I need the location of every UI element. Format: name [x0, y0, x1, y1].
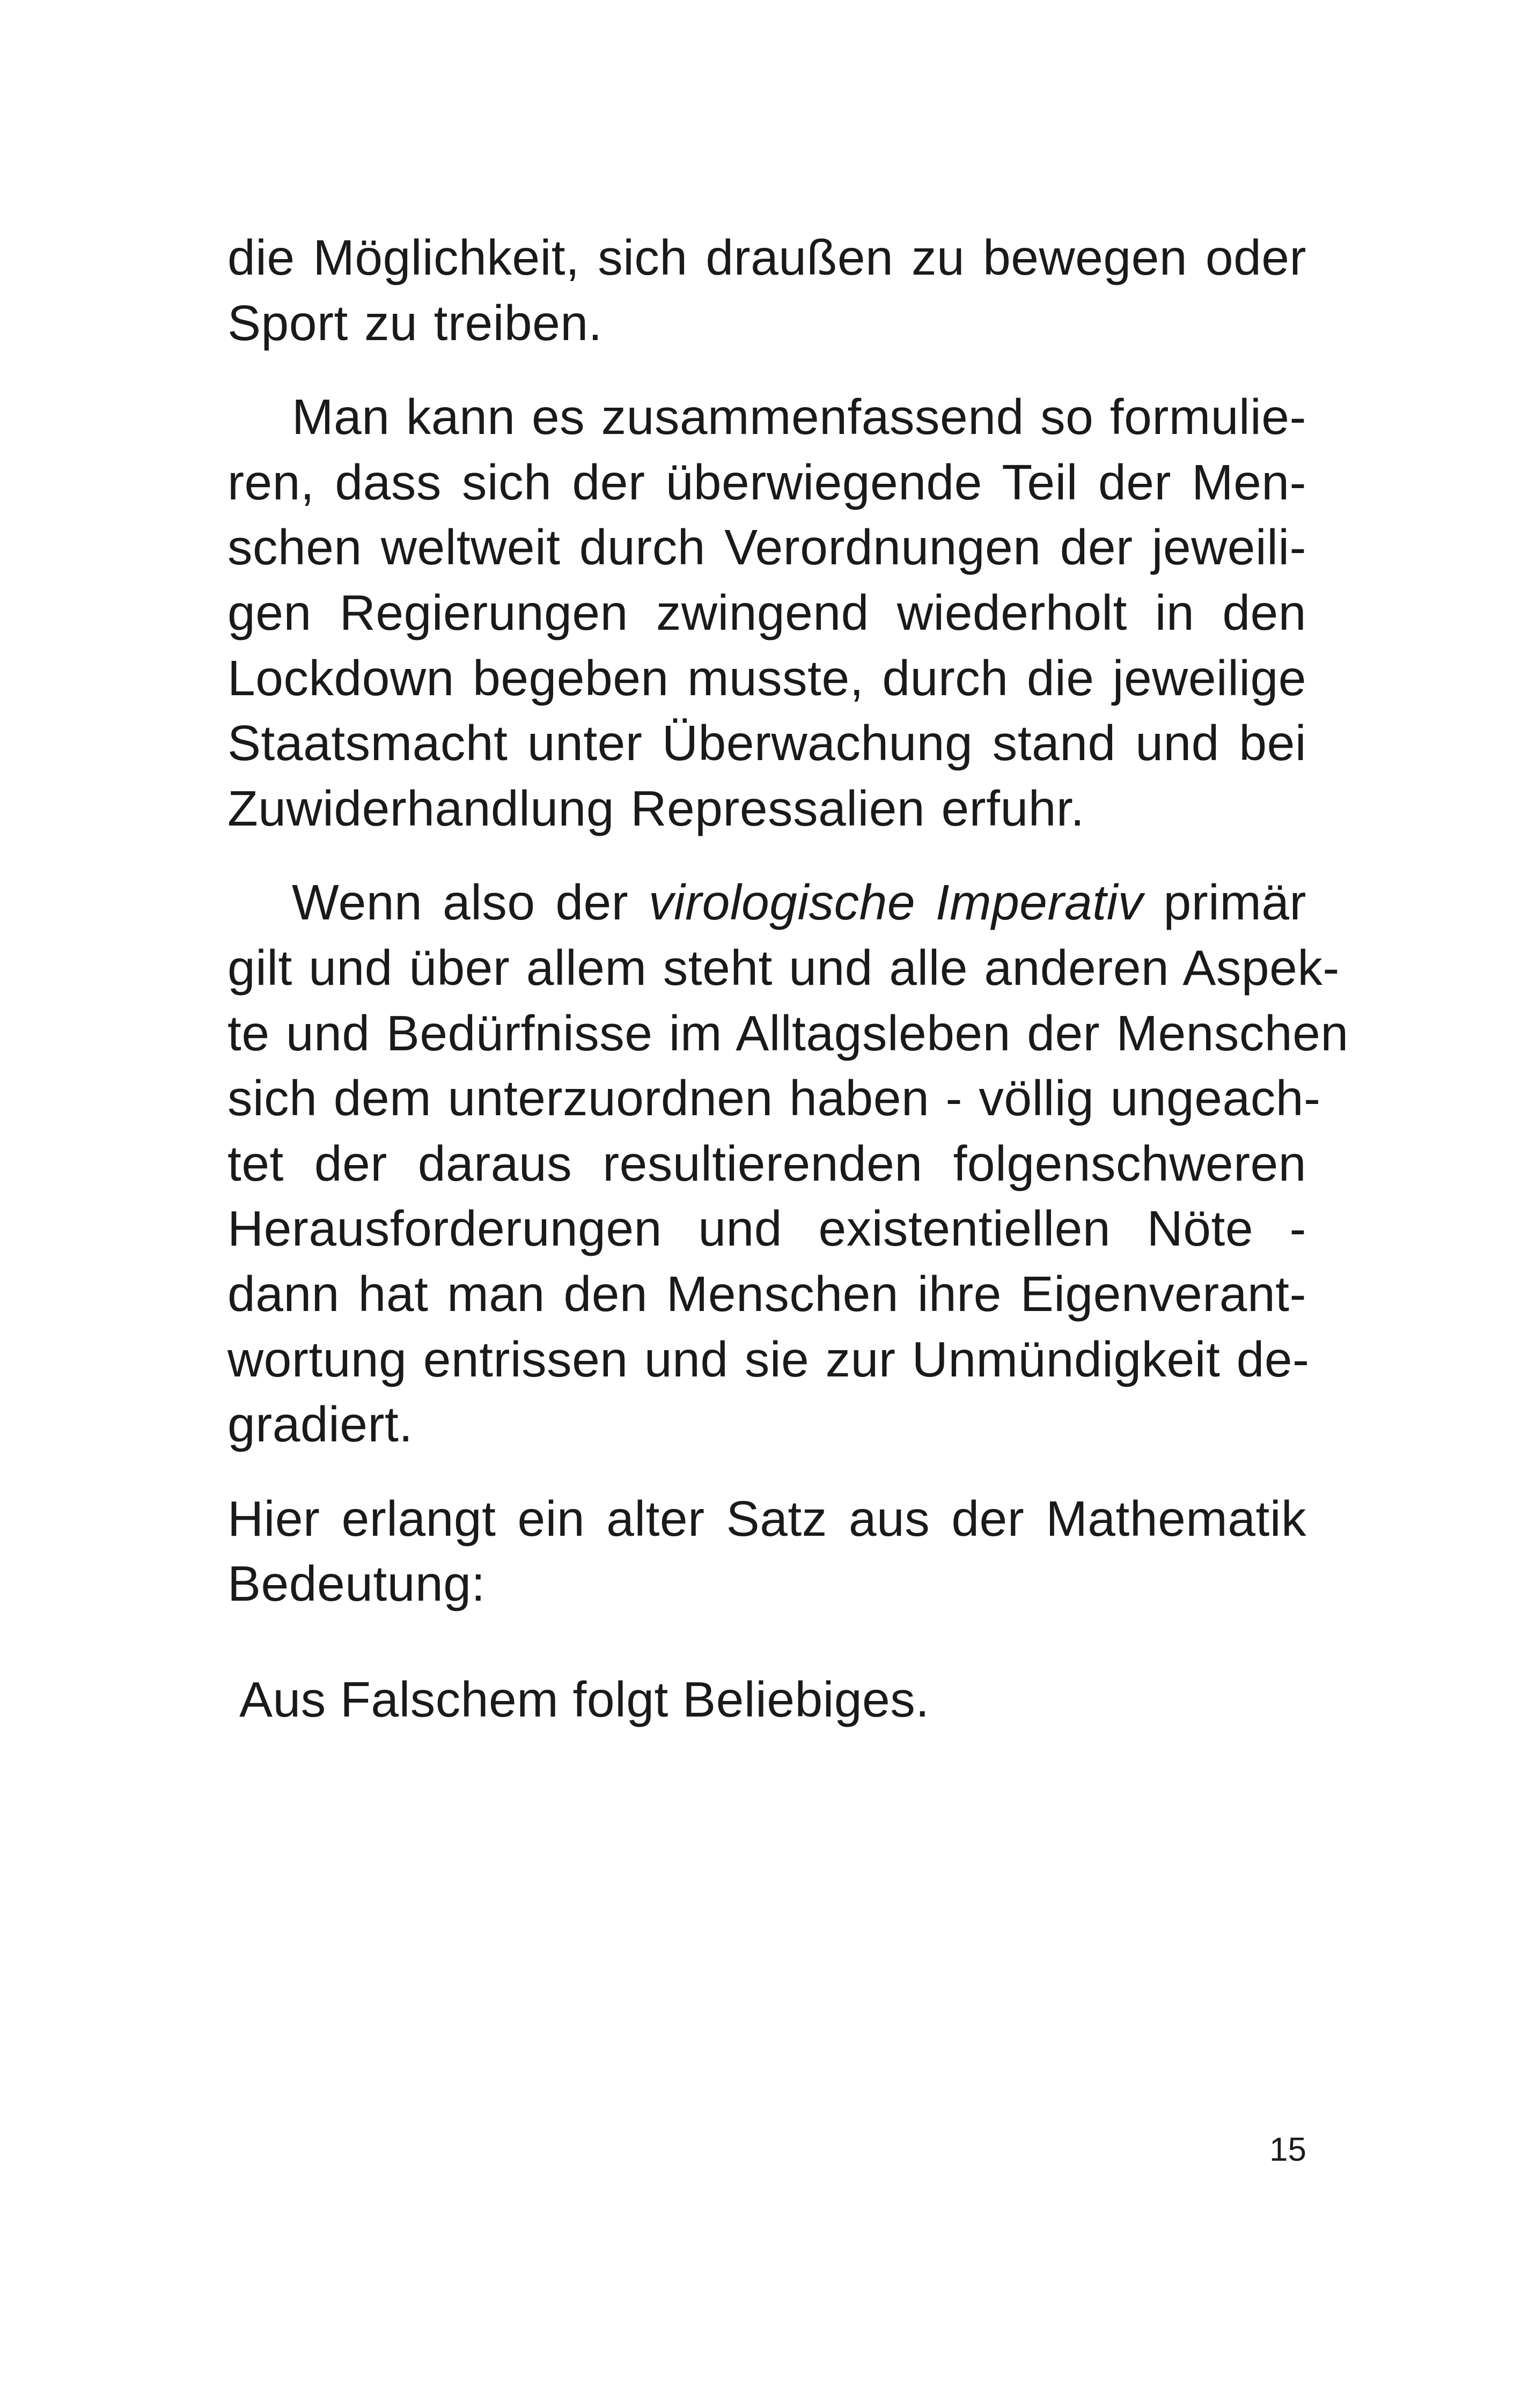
paragraph-1	[227, 225, 1306, 356]
text-line: wortung entrissen und sie zur Unmündigkeit de-	[227, 1331, 1310, 1387]
text-line	[227, 870, 1306, 936]
text-line: schen weltweit durch Verordnungen der jeweili-	[227, 519, 1306, 576]
text-line: Sport zu treiben.	[227, 294, 602, 351]
paragraph-2	[227, 385, 1306, 841]
text-line: gilt und über allem steht und alle anderen Aspek-	[227, 939, 1340, 996]
body-text	[227, 225, 1349, 1617]
text-line: Bedeutung:	[227, 1556, 486, 1612]
text-fragment: Wenn also der	[292, 874, 649, 931]
text-line: Herausforderungen und existentiellen Nöte -	[227, 1201, 1306, 1257]
text-line: gradiert.	[227, 1396, 413, 1453]
text-line: gen Regierungen zwingend wiederholt in den	[227, 584, 1306, 640]
text-line: Hier erlangt ein alter Satz aus der Mathematik	[227, 1490, 1306, 1547]
text-line: te und Bedürfnisse im Alltagsleben der Menschen	[227, 1005, 1349, 1061]
text-line: Man kann es zusammenfassend so formulie-	[292, 389, 1306, 445]
text-line: Staatsmacht unter Überwachung stand und bei	[227, 715, 1306, 771]
page-number: 15	[1269, 2131, 1306, 2168]
text-line: Zuwiderhandlung Repressalien erfuhr.	[227, 780, 1085, 836]
quote-line: Aus Falschem folgt Beliebiges.	[239, 1671, 930, 1727]
paragraph-3	[227, 870, 1349, 1457]
text-line: Lockdown begeben musste, durch die jeweilige	[227, 650, 1306, 706]
paragraph-4	[227, 1486, 1306, 1617]
emphasis-term: virologische Imperativ	[648, 874, 1143, 931]
text-line: die Möglichkeit, sich draußen zu bewegen oder	[227, 230, 1306, 285]
text-line: ren, dass sich der überwiegende Teil der Men-	[227, 454, 1306, 510]
text-line: dann hat man den Menschen ihre Eigenverant-	[227, 1265, 1306, 1322]
text-line: sich dem unterzuordnen haben - völlig ungeach-	[227, 1070, 1321, 1126]
text-fragment: primär	[1143, 874, 1306, 931]
text-line: tet der daraus resultierenden folgenschweren	[227, 1135, 1306, 1191]
